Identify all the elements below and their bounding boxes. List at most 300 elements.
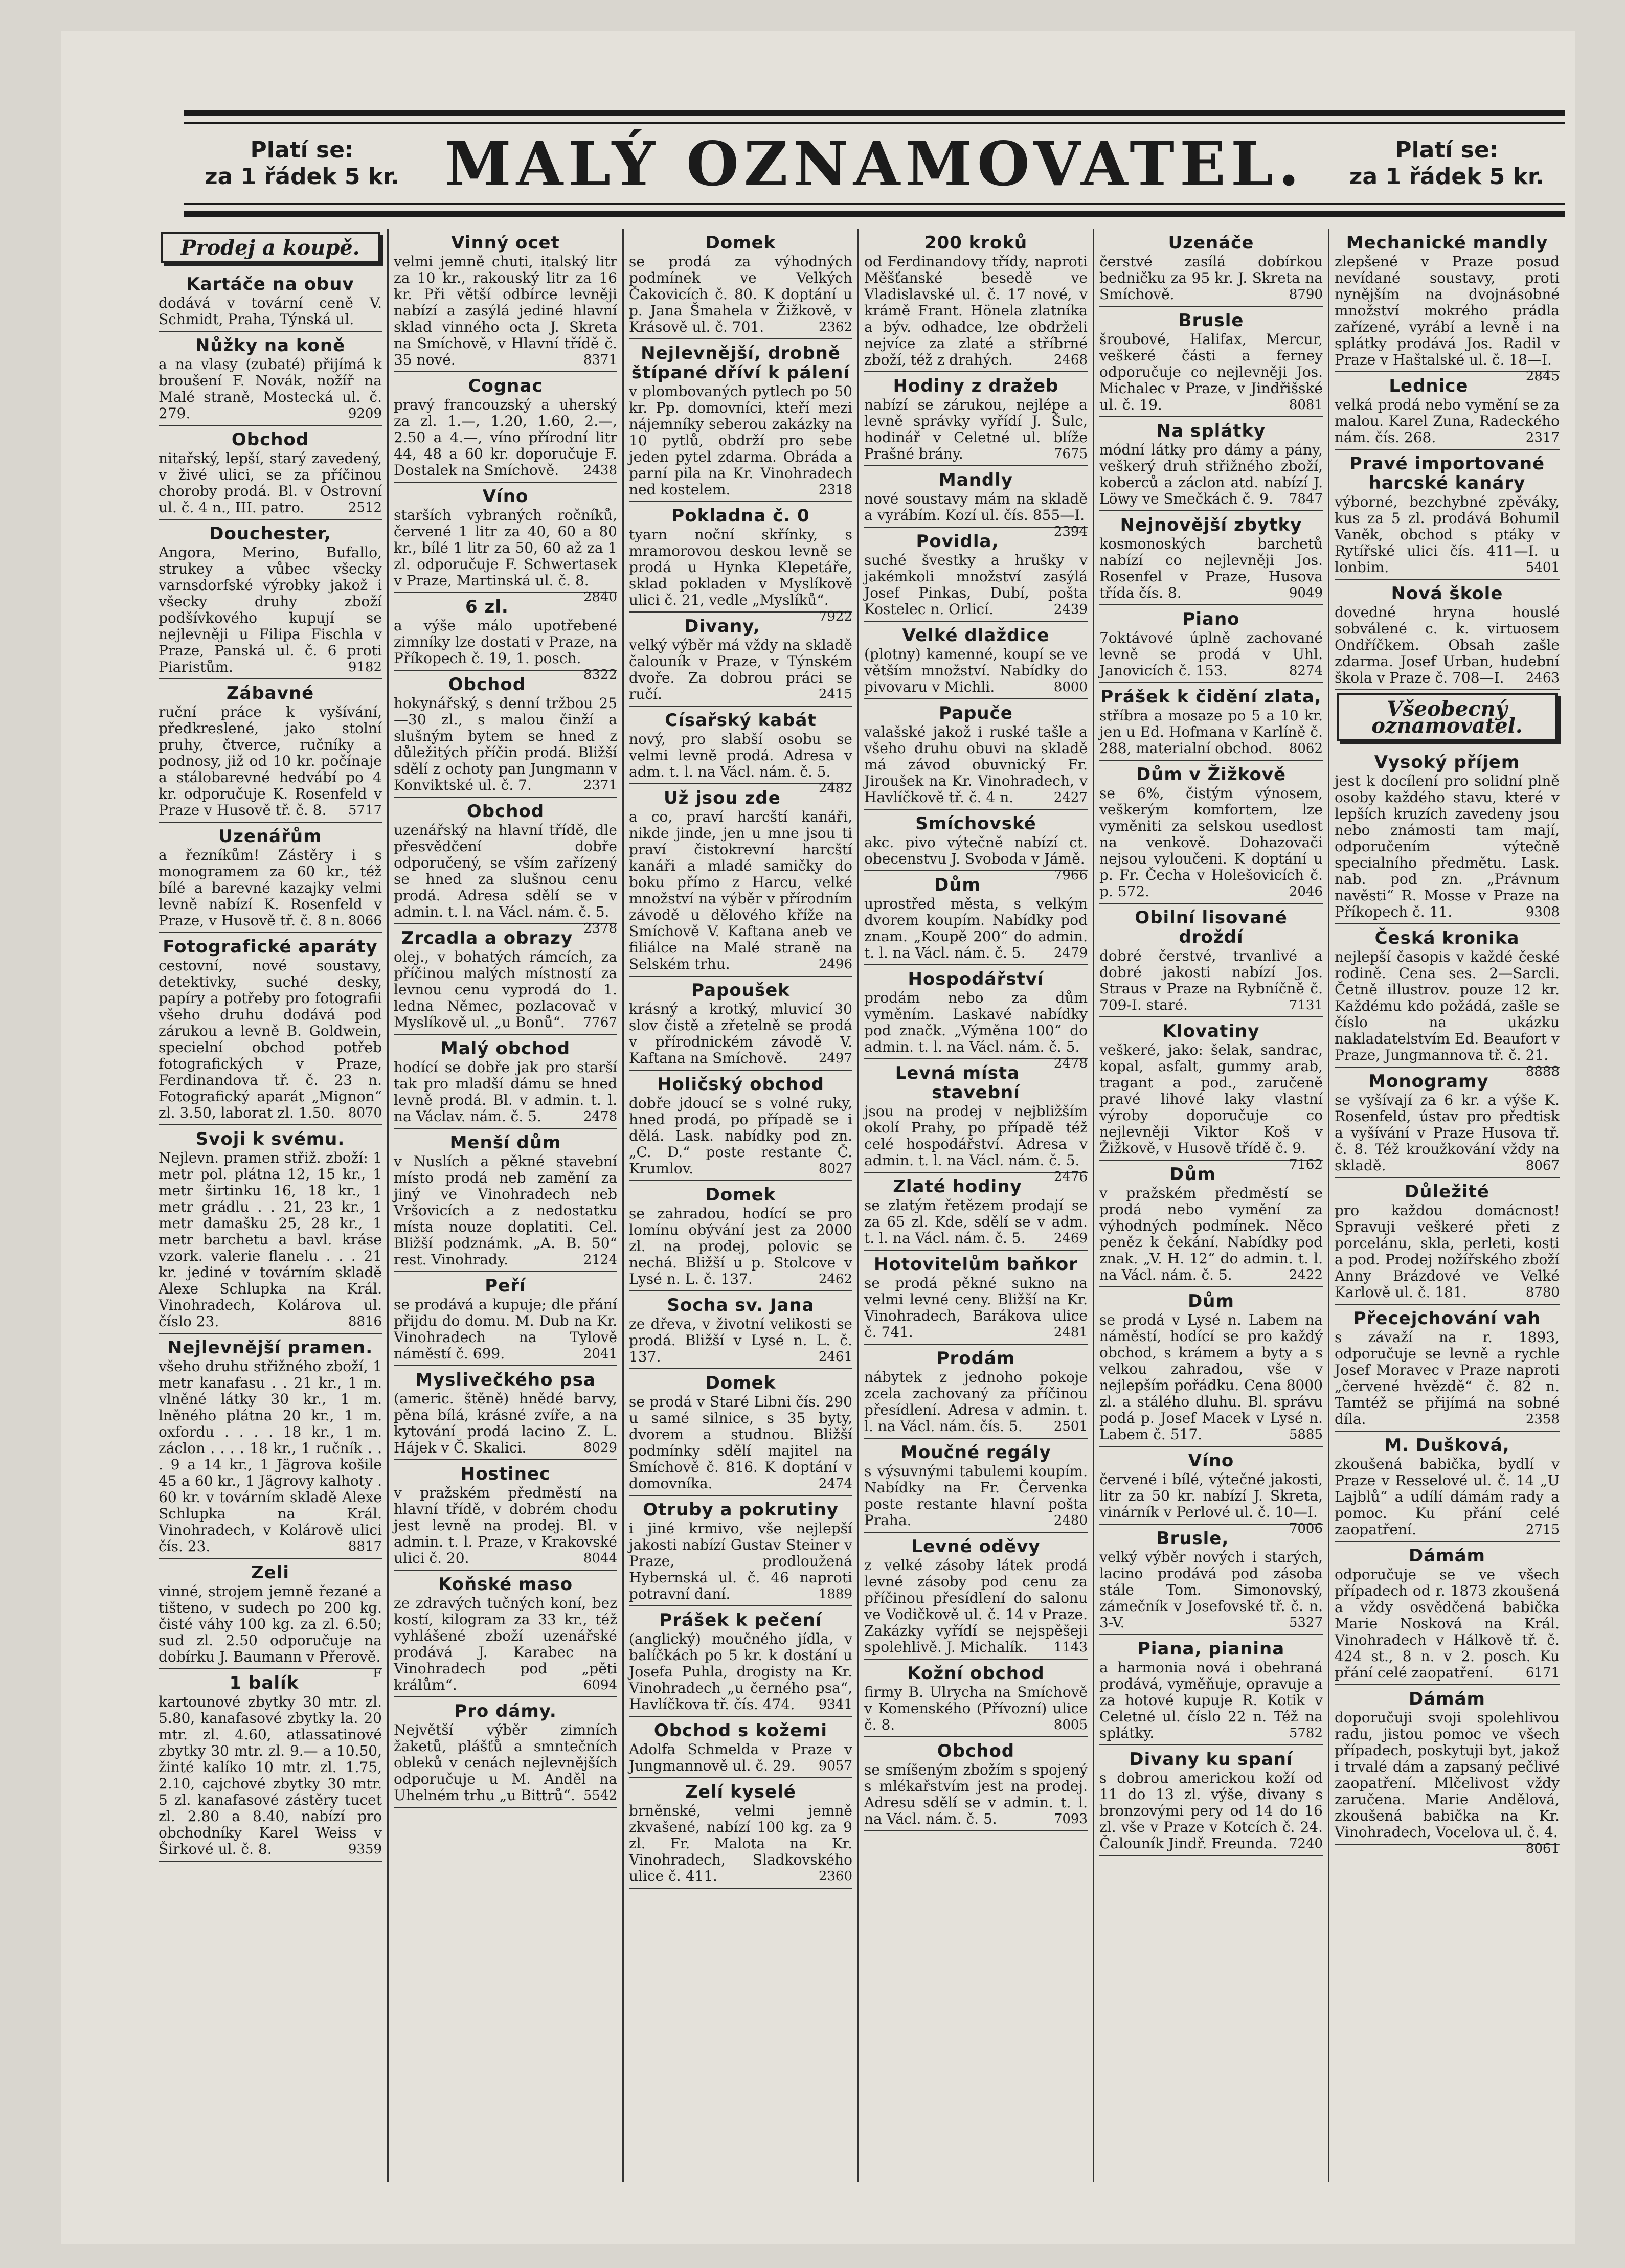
ad-text <box>629 1521 852 1602</box>
ad-body: nové soustavy mám na skladě a vyrábím. Kozí ul. čís. 855—I. <box>864 490 1088 524</box>
ad-number: 1143 <box>1053 1640 1088 1655</box>
ad-body: odporučuje se ve všech případech od r. 1873 zkoušená a vždy osvědčená babička Marie Nosková na Král. Vinohradech v Hálkově tř. č. 424 st., 8 n. v 2. posch. Ku přání celé zaopatření. <box>1335 1566 1560 1681</box>
ad-heading: Hospodářství <box>908 969 1044 989</box>
ad-body: nábytek z jednoho pokoje zcela zachovaný za příčinou přesídlení. Adresa v admin. t. l. na Václ. nám. čís. 5. <box>864 1369 1088 1435</box>
ad-heading: Douchester, <box>209 524 331 544</box>
classified-ad <box>394 1129 617 1272</box>
ad-text <box>864 1369 1088 1435</box>
classified-ad <box>864 229 1088 372</box>
classified-ad <box>629 1291 852 1369</box>
ad-heading: Domek <box>705 1185 776 1205</box>
ad-heading: Domek <box>705 1373 776 1393</box>
ad-body: 7oktávové úplně zachované levně se prodá v Uhl. Janovicích č. 153. <box>1099 629 1323 679</box>
ad-text <box>1335 397 1560 446</box>
column-6 <box>1329 229 1565 2182</box>
page-title: MALÝ OZNAMOVATEL. <box>444 128 1304 199</box>
ad-heading: Obilní lisované droždí <box>1135 908 1288 947</box>
ad-number: 5542 <box>583 1788 617 1803</box>
ad-heading: Peří <box>485 1276 526 1296</box>
ad-text <box>1099 708 1323 757</box>
ad-body: s výsuvnými tabulemi koupím. Nabídky na Fr. Červenka poste restante hlavní pošta Praha. <box>864 1463 1088 1529</box>
classified-ad <box>159 933 382 1125</box>
ad-heading: Mandly <box>938 470 1013 490</box>
ad-heading: Nová škole <box>1391 583 1503 604</box>
ad-number: 2439 <box>1053 602 1088 617</box>
classified-ad <box>629 1369 852 1496</box>
classified-ad <box>1099 605 1323 683</box>
ad-body: dobře jdoucí se s volné ruky, hned prodá, po případě se i dělá. Lask. nabídky pod zn. „C. D.“ poste restante Č. Krumlov. <box>629 1095 852 1177</box>
ad-text <box>629 637 852 702</box>
ad-heading: Pro dámy. <box>454 1701 557 1721</box>
ad-body: z velké zásoby látek prodá levné zásoby pod cenu za příčinou přesídlení do salonu ve Vodičkově ul. č. 14 v Praze. Zakázky vyřídí se nejspěšeji spolehlivě. J. Michalík. <box>864 1557 1088 1655</box>
ad-number: 8062 <box>1289 741 1323 756</box>
ad-body: módní látky pro dámy a pány, veškerý druh střižného zboží, koberců a záclon atd. nabízí J. Löwy ve Smečkách č. 9. <box>1099 441 1323 507</box>
ad-heading: Levná místa stavební <box>895 1063 1020 1103</box>
ad-heading: Svoji k svému. <box>195 1129 345 1149</box>
ad-heading: Vysoký příjem <box>1374 752 1520 773</box>
ad-heading: Brusle, <box>1156 1528 1229 1549</box>
ad-text <box>864 1762 1088 1827</box>
ad-body: se prodá v Lysé n. Labem na náměstí, hodící se pro každý obchod, s krámem a byty a s velkou zahradou, vše v nejlepším pořádku. Cena 8000 zl. a stálého dluhu. Bl. správu podá p. Josef Macek v Lysé n. Labem č. 517. <box>1099 1311 1323 1443</box>
classified-ad <box>159 679 382 823</box>
price-right-line2: za 1 řádek 5 kr. <box>1349 164 1544 190</box>
ad-body: cestovní, nové soustavy, detektivky, suché desky, papíry a potřeby pro fotografii všeho druhu dodává pod zárukou a levně B. Goldwein, specielní obchod potřeb fotografických v Praze, Ferdinandova tř. č. 23 n. Fotografický aparát „Mignon“ zl. 3.50, laborat zl. 1.50. <box>159 957 382 1121</box>
ad-body: nitařský, lepší, starý zavedený, v živé ulici, se za příčinou choroby prodá. Bl. v Ostrovní ul. č. 4 n., III. patro. <box>159 450 382 516</box>
classified-ad <box>629 613 852 707</box>
ad-heading: Otruby a pokrutiny <box>643 1500 839 1520</box>
ad-number: 9182 <box>348 660 382 675</box>
classified-ad <box>1335 1432 1560 1542</box>
ad-text <box>1335 494 1560 576</box>
ad-heading: Socha sv. Jana <box>667 1295 815 1316</box>
ad-heading: Zelí kyselé <box>685 1782 796 1802</box>
ad-heading: 6 zl. <box>465 597 509 617</box>
ad-body: (anglický) moučného jídla, v balíčkách po 5 kr. k dostání u Josefa Puhla, drogisty na Kr. Vinohradech „u černého psa“, Havlíčkova tř. čís. 474. <box>629 1630 852 1713</box>
ad-body: výborné, bezchybné zpěváky, kus za 5 zl. prodává Bohumil Vaněk, obchod s ptáky v Rytířské ulici čís. 411—I. u lonbim. <box>1335 493 1560 576</box>
ad-heading: M. Dušková, <box>1384 1435 1510 1456</box>
classified-ad <box>159 1559 382 1681</box>
ad-text <box>1099 785 1323 900</box>
ad-heading: Nejlevnější, drobně štípané dříví k pálení <box>631 343 850 383</box>
classified-ad <box>1099 511 1323 605</box>
ad-body: firmy B. Ulrycha na Smíchově v Komenského (Přívozní) ulice č. 8. <box>864 1684 1088 1733</box>
ad-heading: Česká kronika <box>1374 928 1520 948</box>
ad-heading: Obchod <box>231 429 309 450</box>
ad-text <box>159 1694 382 1857</box>
ad-heading: Obchod <box>466 801 545 822</box>
ad-number: 2378 <box>583 921 617 936</box>
ad-text <box>864 989 1088 1071</box>
ad-heading: Pravé importované harcské kanáry <box>1349 453 1545 493</box>
ad-body: se zahradou, hodící se pro lomínu obývání jest za 2000 zl. na prodej, polovic se nechá. Bližší u p. Stolcove v Lysé n. L. č. 137. <box>629 1205 852 1287</box>
classified-ad <box>394 1571 617 1697</box>
masthead <box>184 110 1565 217</box>
ad-text <box>629 1741 852 1774</box>
ad-body: kosmonoských barchetů nabízí co nejlevněji Jos. Rosenfel v Praze, Husova třída čís. 8. <box>1099 535 1323 601</box>
ad-number: 9049 <box>1289 585 1323 601</box>
ad-number: 2481 <box>1053 1325 1088 1340</box>
classified-ad <box>864 528 1088 622</box>
ad-heading: Domek <box>705 233 776 253</box>
ad-text <box>629 1316 852 1365</box>
ad-body: čerstvé zasílá dobírkou bedničku za 95 kr. J. Skreta na Smíchově. <box>1099 253 1323 303</box>
ad-text <box>159 356 382 422</box>
ad-number: 2480 <box>1053 1513 1088 1528</box>
ad-text <box>629 383 852 498</box>
ad-text <box>1335 1203 1560 1301</box>
classified-ad <box>864 466 1088 539</box>
ad-number: 2478 <box>583 1109 617 1124</box>
ad-heading: Papoušek <box>691 980 790 1001</box>
ad-text <box>394 1153 617 1268</box>
classified-ad <box>394 229 617 372</box>
ad-number: 6171 <box>1525 1665 1560 1681</box>
ad-text <box>629 254 852 335</box>
classified-ad <box>629 339 852 502</box>
classified-ad <box>394 1697 617 1808</box>
ad-body: vinné, strojem jemně řezané a tišteno, v sudech po 200 kg. čisté váhy 100 kg. za zl. 6.50; sud zl. 2.50 odporučuje na dobírku J. Baumann v Přerově. <box>159 1583 382 1665</box>
ad-text <box>1335 1456 1560 1538</box>
ad-heading: Lednice <box>1389 376 1469 396</box>
ad-body: nový, pro slabší osobu se velmi levně prodá. Adresa v adm. t. l. na Václ. nám. č. 5. <box>629 731 852 780</box>
classified-ad <box>1335 580 1560 690</box>
ad-heading: Na splátky <box>1156 421 1266 441</box>
ad-body: Adolfa Schmelda v Praze v Jungmannově ul. č. 29. <box>629 1741 852 1774</box>
classified-ad <box>159 520 382 679</box>
ad-number: 2422 <box>1289 1267 1323 1283</box>
ad-heading: Zábavné <box>226 683 314 704</box>
classified-ad <box>864 965 1088 1071</box>
ad-text <box>394 1722 617 1804</box>
ad-body: i jiné krmivo, vše nejlepší jakosti nabízí Gustav Steiner v Praze, prodloužená Hybernská ul. č. 46 naproti potravní daní. <box>629 1520 852 1602</box>
ad-heading: Přecejchování vah <box>1353 1308 1541 1329</box>
ad-text <box>629 1095 852 1177</box>
ad-number: 8005 <box>1053 1717 1088 1733</box>
ad-number: 8044 <box>583 1551 617 1566</box>
ad-number: 2468 <box>1053 352 1088 368</box>
ad-number: 2482 <box>818 781 852 796</box>
ad-number: 8780 <box>1525 1285 1560 1300</box>
ad-body: (plotny) kamenné, koupí se ve větším množství. Nabídky do pivovaru v Michli. <box>864 646 1088 695</box>
ad-number: 2474 <box>818 1476 852 1491</box>
ad-body: se prodává a kupuje; dle přání přijdu do domu. M. Dub na Kr. Vinohradech na Tylově náměstí č. 699. <box>394 1296 617 1362</box>
classified-ad <box>1099 1161 1323 1287</box>
ad-heading: Hostinec <box>460 1464 551 1484</box>
ad-text <box>159 958 382 1121</box>
ad-number: 9308 <box>1525 904 1560 920</box>
ad-text <box>864 1684 1088 1733</box>
ad-body: olej., v bohatých rámcích, za příčinou malých místností za levnou cenu vyprodá do 1. ledna Němec, pozlacovač v Myslíkově ul. „u Bonů“. <box>394 948 617 1031</box>
ad-number: 2438 <box>583 463 617 478</box>
ad-number: 8274 <box>1289 663 1323 678</box>
classified-ad <box>1099 229 1323 307</box>
ad-number: 2124 <box>583 1252 617 1267</box>
ad-number: 7240 <box>1289 1836 1323 1851</box>
ad-heading: Levné oděvy <box>911 1536 1041 1557</box>
classified-ad <box>864 871 1088 965</box>
ad-heading: Vinný ocet <box>451 233 560 253</box>
ad-body: a harmonia nová i obehraná prodává, vyměňuje, opravuje a za hotové kupuje R. Kotik v Celetné ul. číslo 22 n. Též na splátky. <box>1099 1659 1323 1741</box>
ad-number: 2317 <box>1525 430 1560 445</box>
ad-text <box>629 809 852 972</box>
ad-number: 7966 <box>1053 868 1088 883</box>
classified-ad <box>1099 904 1323 1017</box>
classified-ad <box>629 1181 852 1291</box>
ad-text <box>394 397 617 479</box>
ad-text <box>1099 1471 1323 1536</box>
classified-ad <box>629 1717 852 1778</box>
classified-ad <box>1335 229 1560 384</box>
classified-ad <box>864 1439 1088 1533</box>
ad-number: 2840 <box>583 589 617 605</box>
ad-heading: Povidla, <box>916 531 999 552</box>
ad-number: 2845 <box>1525 369 1560 384</box>
ad-heading: Piana, pianina <box>1137 1639 1285 1659</box>
ad-number: 2415 <box>818 687 852 702</box>
ad-heading: Císařský kabát <box>665 710 817 731</box>
classified-ad <box>394 671 617 798</box>
ad-number: F <box>372 1666 382 1681</box>
ad-number: 5782 <box>1289 1726 1323 1741</box>
ad-number: 2496 <box>818 957 852 972</box>
ad-heading: Nejnovější zbytky <box>1120 515 1302 535</box>
ad-number: 2362 <box>818 320 852 335</box>
ad-heading: Dámám <box>1409 1546 1485 1566</box>
ad-body: (americ. štěně) hnědé barvy, pěna bílá, krásné zvíře, a na kytování prodá lacino Z. L. Hájek v Č. Skalici. <box>394 1390 617 1456</box>
ad-number: 8817 <box>348 1539 382 1554</box>
price-left <box>205 137 399 190</box>
ad-body: akc. pivo výtečně nabízí ct. obecenstvu J. Svoboda v Jámě. <box>864 834 1088 867</box>
ad-text <box>864 1275 1088 1341</box>
classified-ad <box>394 924 617 1035</box>
ad-number: 7675 <box>1053 446 1088 462</box>
classified-ad <box>864 699 1088 810</box>
ad-heading: 1 balík <box>229 1673 299 1693</box>
classified-ad <box>159 270 382 332</box>
ad-heading: Obchod <box>448 674 526 695</box>
ad-heading: Dům <box>1169 1164 1216 1185</box>
ad-body: zkoušená babička, bydlí v Praze v Resselové ul. č. 14 „U Lajblů“ a udílí dámám rady a pomoc. Ku přání celé zaopatření. <box>1335 1456 1560 1538</box>
classified-ad <box>1099 761 1323 904</box>
ad-number: 2476 <box>1053 1169 1088 1185</box>
ad-text <box>1099 1312 1323 1443</box>
classified-ad <box>1099 417 1323 511</box>
ad-heading: Obchod s kožemi <box>653 1720 828 1741</box>
ad-number: 8066 <box>348 913 382 928</box>
ad-heading: Zeli <box>251 1562 290 1583</box>
ad-body: veškeré, jako: šelak, sandrac, kopal, asfalt, gummy arab, tragant a pod., zaručeně pravé lihové laky vlastní výroby doporučuje co nejlevněji Viktor Koš v Žižkově, v Husově třídě č. 9. <box>1099 1041 1323 1156</box>
ad-body: s závaží na r. 1893, odporučuje se levně a rychle Josef Moravec v Praze naproti „červené hvězdě“ č. 82 n. Tamtéž se přijímá na sobné díla. <box>1335 1329 1560 1427</box>
classified-ad <box>159 1669 382 1862</box>
ad-body: se 6%, čistým výnosem, veškerým komfortem, lze vyměniti za selskou usedlost na venkově. Dohazovači nejsou vyloučeni. K doptání u p. Fr. Čecha v Holešovicích č. p. 572. <box>1099 785 1323 900</box>
ad-text <box>629 1803 852 1885</box>
ad-number: 7162 <box>1289 1157 1323 1172</box>
ad-body: Nejlevn. pramen střiž. zboží: 1 metr pol. plátna 12, 15 kr., 1 metr širtinku 16, 18 kr., 1 metr grádlu . . 21, 23 kr., 1 metr damašku 25, 28 kr., 1 metr barchetu a bavl. kráse vzork. valerie flanelu . . . 21 kr. jediné v továrním skladě Alexe Schlupka na Král. Vinohradech, Kolárova ul. číslo 23. <box>159 1149 382 1330</box>
ad-text <box>394 949 617 1031</box>
ad-body: krásný a krotký, mluvicí 30 slov čistě a zřetelně se prodá v přírodnickém závodě V. Kaftana na Smíchově. <box>629 1001 852 1067</box>
column-1 <box>153 229 389 2182</box>
classified-ad <box>629 784 852 977</box>
ad-heading: Brusle <box>1178 310 1244 331</box>
classified-ad <box>629 1071 852 1181</box>
ad-number: 6094 <box>583 1677 617 1693</box>
ad-number: 9057 <box>818 1758 852 1774</box>
ad-heading: Už jsou zde <box>664 788 781 808</box>
classified-ad <box>1335 1305 1560 1432</box>
classified-ad <box>394 1035 617 1129</box>
classified-ad <box>1335 1178 1560 1305</box>
ad-number: 8029 <box>583 1440 617 1456</box>
ad-text <box>1335 1567 1560 1681</box>
ad-heading: Prodám <box>936 1348 1015 1369</box>
ad-text <box>864 896 1088 961</box>
ad-number: 2046 <box>1289 884 1323 899</box>
ad-body: s dobrou americkou koží od 11 do 13 zl. výše, divany s bronzovými pery od 14 do 16 zl. vše v Praze v Kotcích č. 24. Čalouník Jindř. Freunda. <box>1099 1770 1323 1852</box>
classified-ad <box>1335 1685 1560 1856</box>
ad-number: 2461 <box>818 1349 852 1365</box>
ad-heading: Myslivečkého psa <box>415 1370 596 1390</box>
ad-number: 5401 <box>1525 560 1560 575</box>
ad-number: 9209 <box>348 406 382 421</box>
ad-body: brněnské, velmi jemně zkvašené, nabízí 100 kg. za 9 zl. Fr. Malota na Kr. Vinohradech, Sladkovského ulice č. 411. <box>629 1802 852 1885</box>
ad-number: 8070 <box>348 1105 382 1121</box>
ad-number: 5327 <box>1289 1615 1323 1630</box>
classified-ad <box>864 1737 1088 1831</box>
ad-heading: Prášek k pečení <box>659 1610 822 1630</box>
ad-body: nabízí se zárukou, nejlépe a levně správky vyřídí J. Šulc, hodinář v Celetné ul. blíže Prašné brány. <box>864 396 1088 462</box>
ad-body: a řezníkům! Zástěry i s monogramem za 60 kr., též bílé a barevné kazajky velmi levně nabízí K. Rosenfeld v Praze, v Husově tř. č. 8 n. <box>159 847 382 929</box>
ad-heading: Víno <box>1188 1450 1234 1471</box>
price-left-line2: za 1 řádek 5 kr. <box>205 164 400 190</box>
ad-text <box>394 1297 617 1362</box>
ad-body: jsou na prodej v nejbližším okolí Prahy, po případě též celé hospodářství. Adresa v admin. t. l. na Václ. nám. č. 5. <box>864 1103 1088 1169</box>
classified-ad <box>1099 1017 1323 1172</box>
classified-ad <box>864 1533 1088 1660</box>
classified-ad <box>1099 1745 1323 1856</box>
classified-ad <box>394 1460 617 1571</box>
ad-body: v pražském předměstí se prodá nebo vymění za výhodných podmínek. Něco peněz k čekání. Nabídky pod znak. „V. H. 12“ do admin. t. l. na Václ. nám. č. 5. <box>1099 1185 1323 1283</box>
classified-ad <box>1335 749 1560 924</box>
classified-ad <box>629 502 852 624</box>
ad-text <box>394 1391 617 1456</box>
ad-body: velký výběr nových i starých, lacino prodává pod zásoba stále Tom. Simonovský, zámečník v Josefovské tř. č. n. 3-V. <box>1099 1549 1323 1631</box>
price-right <box>1349 137 1544 190</box>
ad-number: 8322 <box>583 667 617 683</box>
ad-body: se prodá v Staré Libni čís. 290 u samé silnice, s 35 byty, dvorem a studnou. Bližší podmínky sdělí majitel na Smíchově č. 816. K doptání v domovníka. <box>629 1393 852 1492</box>
ad-body: ruční práce k vyšívání, předkreslené, jako stolní pruhy, čtverce, ručníky a podnosy, již od 10 kr. počínaje a stálobarevné hedvábí po 4 kr. odporučuje K. Rosenfeld v Praze v Husově tř. č. 8. <box>159 704 382 819</box>
ad-heading: Malý obchod <box>440 1038 571 1059</box>
price-right-line1: Platí se: <box>1395 137 1499 163</box>
ad-text <box>864 397 1088 462</box>
classified-ad <box>629 707 852 796</box>
classified-columns <box>153 229 1565 2182</box>
ad-number: 2469 <box>1053 1231 1088 1246</box>
ad-number: 2715 <box>1525 1522 1560 1537</box>
ad-number: 2358 <box>1525 1412 1560 1427</box>
classified-ad <box>394 1366 617 1460</box>
ad-text <box>159 450 382 516</box>
ad-number: 8027 <box>818 1161 852 1176</box>
ad-text <box>864 724 1088 806</box>
ad-heading: Uzenáče <box>1168 233 1254 253</box>
ad-text <box>1099 536 1323 601</box>
ad-body: hodící se dobře jak pro starší tak pro mladší dámu se hned levně prodá. Bl. v admin. t. l. na Václav. nám. č. 5. <box>394 1059 617 1125</box>
ad-text <box>394 1595 617 1693</box>
ad-body: doporučuji svoji spolehlivou radu, jistou pomoc ve všech případech, poskytuji byt, jakož i trvalé dám a zapsaný pečlivé zaopatření. Mlčelivost vždy zaručena. Marie Andělová, zkoušená babička na Kr. Vinohradech, Vocelova ul. č. 4. <box>1335 1709 1560 1841</box>
ad-number: 2497 <box>818 1051 852 1066</box>
ad-heading: Velké dlaždice <box>902 625 1050 646</box>
ad-number: 9359 <box>348 1842 382 1857</box>
ad-number: 5717 <box>348 803 382 818</box>
ad-body: velká prodá nebo vymění se za malou. Karel Zuna, Radeckého nám. čís. 268. <box>1335 396 1560 446</box>
ad-number: 2501 <box>1053 1419 1088 1434</box>
classified-ad <box>159 332 382 426</box>
classified-ad <box>864 1059 1088 1185</box>
ad-number: 7847 <box>1289 491 1323 507</box>
ad-body: Největší výběr zimních žaketů, plášťů a smntečních obleků v cenách nejlevnějších odporučuje u M. Anděl na Uhelném trhu „u Bittrů“. <box>394 1721 617 1804</box>
ad-body: suché švestky a hrušky v jakémkoli množství zasýlá Josef Pinkas, Dubí, pošta Kostelec n. Orlicí. <box>864 552 1088 618</box>
ad-text <box>864 1557 1088 1655</box>
ad-body: velmi jemně chuti, italský litr za 10 kr., rakouský litr za 16 kr. Při větší odbírce levněji nabízí a zasýlá jediné hlavní sklad vinného octa J. Skreta na Smíchově, v Hlavní třídě č. 35 nové. <box>394 253 617 368</box>
ad-body: uzenářský na hlavní třídě, dle přesvědčení dobře odporučený, se vším zařízený se hned za slušnou cenu prodá. Adresa sdělí se v admin. t. l. na Václ. nám. č. 5. <box>394 822 617 920</box>
classified-ad <box>629 229 852 339</box>
ad-heading: Hotovitelům baňkor <box>874 1254 1078 1275</box>
ad-text <box>864 1197 1088 1246</box>
ad-text <box>629 1001 852 1067</box>
ad-heading: Nejlevnější pramen. <box>167 1337 373 1358</box>
ad-body: jest k docílení pro solidní plně osoby každého stavu, které v lepších kruzích zavedeny jsou nebo známosti tam mají, odporučením výtečně specialního předmětu. Lask. nab. pod zn. „Právnum navěsti“ R. Mosse v Praze na Příkopech č. 11. <box>1335 773 1560 920</box>
ad-heading: Mechanické mandly <box>1346 233 1548 253</box>
classified-ad <box>629 977 852 1071</box>
ad-heading: Klovatiny <box>1162 1021 1260 1041</box>
ad-text <box>394 1059 617 1125</box>
ad-text <box>864 490 1088 539</box>
ad-text <box>394 1485 617 1567</box>
ad-body: dodává v tovární ceně V. Schmidt, Praha, Týnská ul. <box>159 294 382 328</box>
ad-number: 8371 <box>583 352 617 368</box>
classified-ad <box>1335 1542 1560 1685</box>
ad-number: 9341 <box>818 1697 852 1712</box>
ad-body: šroubové, Halifax, Mercur, veškeré části a ferney odporučuje co nejlevněji Jos. Michalec v Praze, v Jindřišské ul. č. 19. <box>1099 331 1323 413</box>
ad-text <box>1335 604 1560 686</box>
ad-number: 7922 <box>818 609 852 624</box>
ad-text <box>1099 254 1323 303</box>
ad-heading: Kožní obchod <box>907 1663 1045 1684</box>
ad-body: stříbra a mosaze po 5 a 10 kr. jen u Ed. Hofmana v Karlíně č. 288, materialní obchod. <box>1099 707 1323 757</box>
ad-body: uprostřed města, s velkým dvorem koupím. Nabídky pod znam. „Koupě 200“ do admin. t. l. na Václ. nám. č. 5. <box>864 895 1088 961</box>
ad-number: 2463 <box>1525 670 1560 686</box>
ad-number: 2371 <box>583 778 617 793</box>
ad-body: a co, praví harcští kanáři, nikde jinde, jen u mne jsou ti praví čistokrevní harcští kanáři a mladé samičky do boku přímo z Harcu, velké množství na výběr v přírodním závodě u dělového kříže na Smíchově V. Kaftana aneb ve filiálce na Malé straně na Selském trhu. <box>629 808 852 972</box>
ad-heading: Monogramy <box>1368 1071 1489 1092</box>
ad-text <box>394 507 617 605</box>
classified-ad <box>1099 1525 1323 1635</box>
classified-ad <box>864 1251 1088 1345</box>
ad-heading: Dům v Žižkově <box>1136 764 1287 785</box>
classified-ad <box>159 426 382 520</box>
classified-ad <box>1335 450 1560 580</box>
ad-text <box>159 295 382 328</box>
ad-number: 2478 <box>1053 1056 1088 1071</box>
ad-body: dovedné hryna houslé sobválené c. k. virtuosem Ondříčkem. Obsah zašle zdarma. Josef Urban, hudební škola v Praze č. 708—I. <box>1335 604 1560 686</box>
classified-ad <box>864 372 1088 466</box>
ad-text <box>1099 1041 1323 1172</box>
ad-heading: Nůžky na koně <box>195 335 346 356</box>
classified-ad <box>629 1606 852 1717</box>
classified-ad <box>1099 307 1323 417</box>
ad-body: všeho druhu střižného zboží, 1 metr kanafasu . . 21 kr., 1 m. vlněné látky 30 kr., 1 m. lněného plátna 20 kr., 1 m. oxfordu . . . . 18 kr., 1 m. záclon . . . . 18 kr., 1 ručník . . . 9 a 14 kr., 1 Jägrova košile 45 a 60 kr., 1 Jägrovy kalhoty . 60 kr. v továrním skladě Alexe Schlupka na Král. Vinohradech, v Kolárově ulici čís. 23. <box>159 1358 382 1555</box>
section-label-prodej: Prodej a koupě. <box>161 232 380 263</box>
